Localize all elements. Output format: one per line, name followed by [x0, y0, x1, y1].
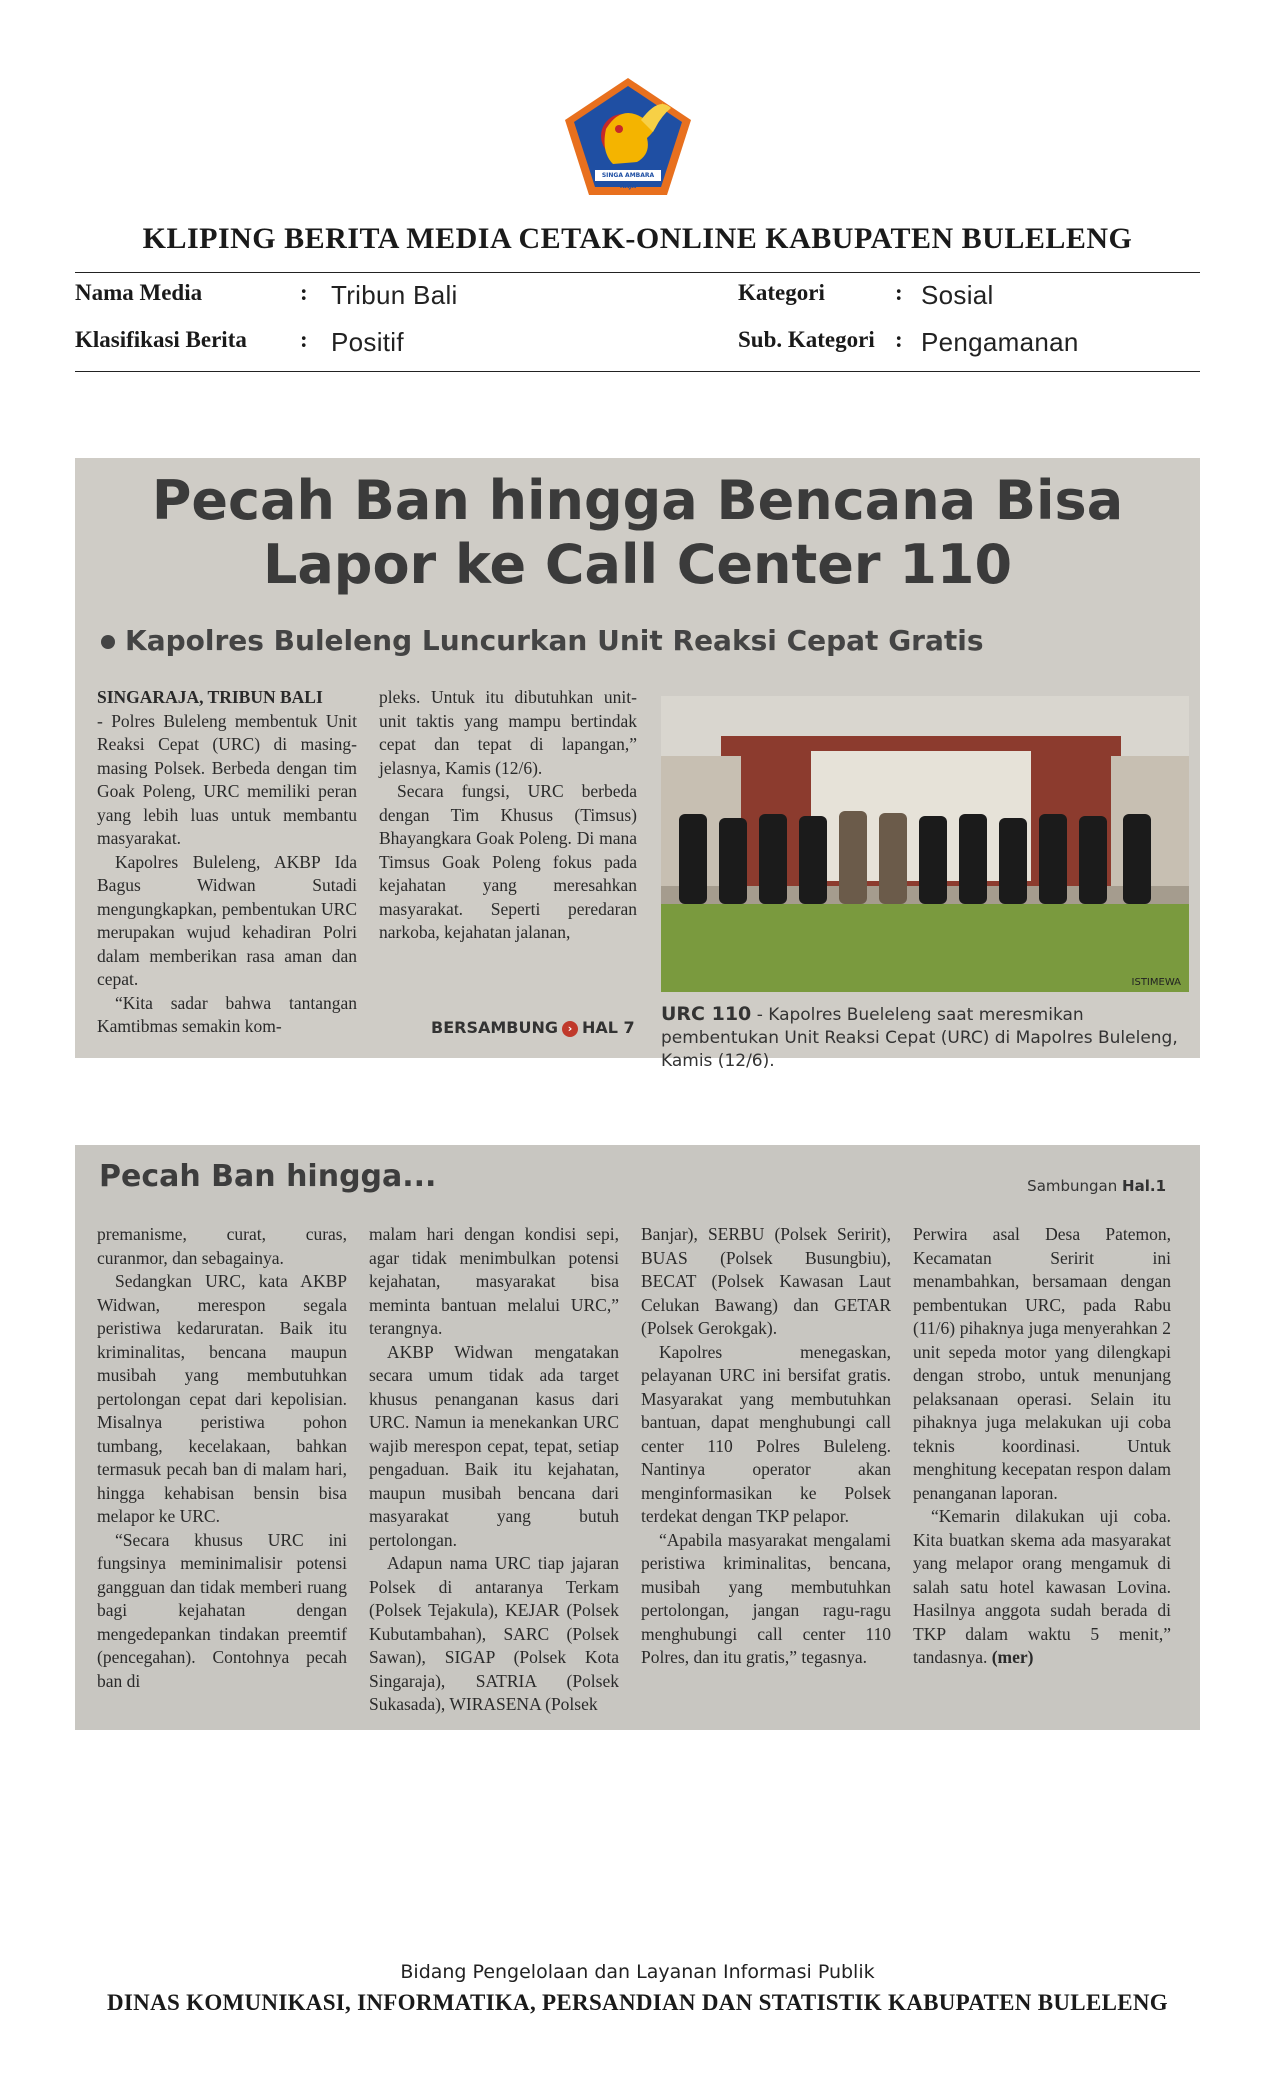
continuation-headline: Pecah Ban hingga...: [99, 1159, 437, 1194]
subkategori-value: Pengamanan: [921, 327, 1079, 357]
article-column-3: [641, 1223, 891, 1670]
officers-photo-illustration: [661, 696, 1189, 992]
sambungan-text: Sambungan: [1027, 1177, 1118, 1195]
paragraph: Kapolres Buleleng, AKBP Ida Bagus Widwan Sutadi mengungkapkan, pembentukan URC merupakan wujud kehadiran Polri dalam memberikan rasa aman dan cepat.: [97, 851, 357, 989]
kategori-label: Kategori: [738, 280, 825, 305]
headline-line-2: Lapor ke Call Center 110: [262, 533, 1013, 596]
subheadline: [101, 624, 984, 657]
photo-credit: ISTIMEWA: [1131, 977, 1181, 988]
logo-motto: SINGA AMBARA RAJA: [601, 172, 655, 190]
header-bottom-rule: [75, 371, 1200, 372]
paragraph-text: “Kemarin dilakukan uji coba. Kita buatkan skema ada masyarakat yang melapor orang mengamuk di salah satu hotel kawasan Lovina. Hasilnya anggota sudah berada di TKP dalam waktu 5 menit,” tandasnya.: [913, 1506, 1171, 1667]
byline: (mer): [991, 1647, 1034, 1667]
regency-logo: [561, 74, 696, 199]
sambungan-label: [1027, 1177, 1166, 1195]
paragraph: premanisme, curat, curas, curanmor, dan sebagainya.: [97, 1224, 347, 1268]
klasifikasi-colon: :: [300, 327, 308, 352]
photo-caption: [661, 1003, 1191, 1073]
kategori-value: Sosial: [921, 280, 994, 310]
article-column-1: [97, 686, 357, 1039]
sambungan-page: Hal.1: [1122, 1177, 1166, 1195]
paragraph: pleks. Untuk itu dibutuhkan unit-unit taktis yang mampu bertindak cepat dan tepat di lapangan,” jelasnya, Kamis (12/6).: [379, 687, 637, 778]
headline-line-1: Pecah Ban hingga Bencana Bisa: [151, 469, 1124, 532]
paragraph: Perwira asal Desa Patemon, Kecamatan Seririt ini menambahkan, bersamaan dengan pembentukan URC, pada Rabu (11/6) pihaknya juga menyerahkan 2 unit sepeda motor yang dilengkapi dengan strobo, untuk menunjang pelaksanaan operasi. Selain itu pihaknya juga melakukan uji coba teknis koordinasi. Untuk menghitung kecepatan respon dalam penanganan laporan.: [913, 1224, 1171, 1503]
paragraph: AKBP Widwan mengatakan secara umum tidak ada target khusus penanganan kasus dari URC. Namun ia menekankan URC wajib merespon cepat, tepat, setiap pengaduan. Baik itu kejahatan, maupun musibah bencana dari masyarakat yang butuh pertolongan.: [369, 1341, 619, 1550]
paragraph: “Secara khusus URC ini fungsinya meminimalisir potensi gangguan dan tidak memberi ruang bagi kejahatan dengan mengedepankan tindakan preemtif (pencegahan). Contohnya pecah ban di: [97, 1529, 347, 1691]
paragraph: Sedangkan URC, kata AKBP Widwan, merespon segala peristiwa kedaruratan. Baik itu kriminalitas, bencana maupun musibah yang membutuhkan pertolongan cepat dari kepolisian. Misalnya peristiwa pohon tumbang, kecelakaan, bahkan termasuk pecah ban di malam hari, hingga kehabisan bensin bisa melapor ke URC.: [97, 1271, 347, 1526]
news-clipping-front-page: [75, 458, 1200, 1071]
media-colon: :: [300, 280, 308, 305]
media-label: Nama Media: [75, 280, 203, 305]
footer-agency: DINAS KOMUNIKASI, INFORMATIKA, PERSANDIAN DAN STATISTIK KABUPATEN BULELENG: [107, 1990, 1168, 2015]
klasifikasi-value: Positif: [331, 327, 404, 357]
paragraph: - Polres Buleleng membentuk Unit Reaksi Cepat (URC) di masing-masing Polsek. Berbeda dengan tim Goak Poleng, URC memiliki peran yang lebih luas untuk membantu masyarakat.: [97, 710, 357, 848]
dateline: SINGARAJA, TRIBUN BALI: [97, 687, 323, 707]
kategori-colon: :: [895, 280, 903, 305]
news-clipping-continuation: [75, 1145, 1200, 1730]
header-top-rule: [75, 272, 1200, 273]
document-title: KLIPING BERITA MEDIA CETAK-ONLINE KABUPATEN BULELENG: [142, 222, 1133, 255]
klasifikasi-label: Klasifikasi Berita: [75, 327, 247, 352]
continued-page: HAL 7: [581, 1018, 635, 1037]
article-column-2: [379, 686, 637, 945]
footer-division: Bidang Pengelolaan dan Layanan Informasi Publik: [400, 1961, 875, 1983]
paragraph: “Kita sadar bahwa tantangan Kamtibmas semakin kom-: [97, 992, 357, 1036]
paragraph: Kapolres menegaskan, pelayanan URC ini bersifat gratis. Masyarakat yang membutuhkan bantuan, dapat menghubungi call center 110 Polres Buleleng. Nantinya operator akan menginformasikan ke Polsek terdekat dengan TKP pelapor.: [641, 1341, 891, 1526]
article-column-2: [369, 1223, 619, 1717]
continued-label: BERSAMBUNG: [431, 1018, 558, 1037]
continued-notice: [431, 1018, 635, 1037]
media-value: Tribun Bali: [331, 280, 458, 310]
subkategori-label: Sub. Kategori: [738, 327, 875, 352]
arrow-right-icon: ›: [562, 1021, 578, 1037]
paragraph: Adapun nama URC tiap jajaran Polsek di antaranya Terkam (Polsek Tejakula), KEJAR (Polsek Kubutambahan), SARC (Polsek Sawan), SIGAP (Polsek Kota Singaraja), SATRIA (Polsek Sukasada), WIRASENA (Polsek: [369, 1553, 619, 1714]
article-column-1: [97, 1223, 347, 1693]
news-photo: [661, 696, 1189, 992]
subkategori-colon: :: [895, 327, 903, 352]
paragraph: [913, 1505, 1171, 1670]
bullet-icon: [101, 635, 115, 649]
subheadline-text: Kapolres Buleleng Luncurkan Unit Reaksi Cepat Gratis: [125, 624, 984, 657]
caption-text: - Kapolres Bueleleng saat meresmikan pembentukan Unit Reaksi Cepat (URC) di Mapolres Buleleng, Kamis (12/6).: [661, 1005, 1178, 1071]
paragraph: “Apabila masyarakat mengalami peristiwa kriminalitas, bencana, musibah yang membutuhkan pertolongan, jangan ragu-ragu menghubungi call center 110 Polres, dan itu gratis,” tegasnya.: [641, 1529, 891, 1667]
paragraph: Banjar), SERBU (Polsek Seririt), BUAS (Polsek Busungbiu), BECAT (Polsek Kawasan Laut Celukan Bawang) dan GETAR (Polsek Gerokgak).: [641, 1224, 891, 1338]
article-column-4: [913, 1223, 1171, 1670]
paragraph: Secara fungsi, URC berbeda dengan Tim Khusus (Timsus) Bhayangkara Goak Poleng. Di mana Timsus Goak Poleng fokus pada kejahatan yang meresahkan masyarakat. Seperti peredaran narkoba, kejahatan jalanan,: [379, 781, 637, 942]
paragraph: malam hari dengan kondisi sepi, agar tidak menimbulkan potensi kejahatan, masyarakat bisa meminta bantuan melalui URC,” terangnya.: [369, 1224, 619, 1338]
caption-head: URC 110: [661, 1003, 752, 1025]
